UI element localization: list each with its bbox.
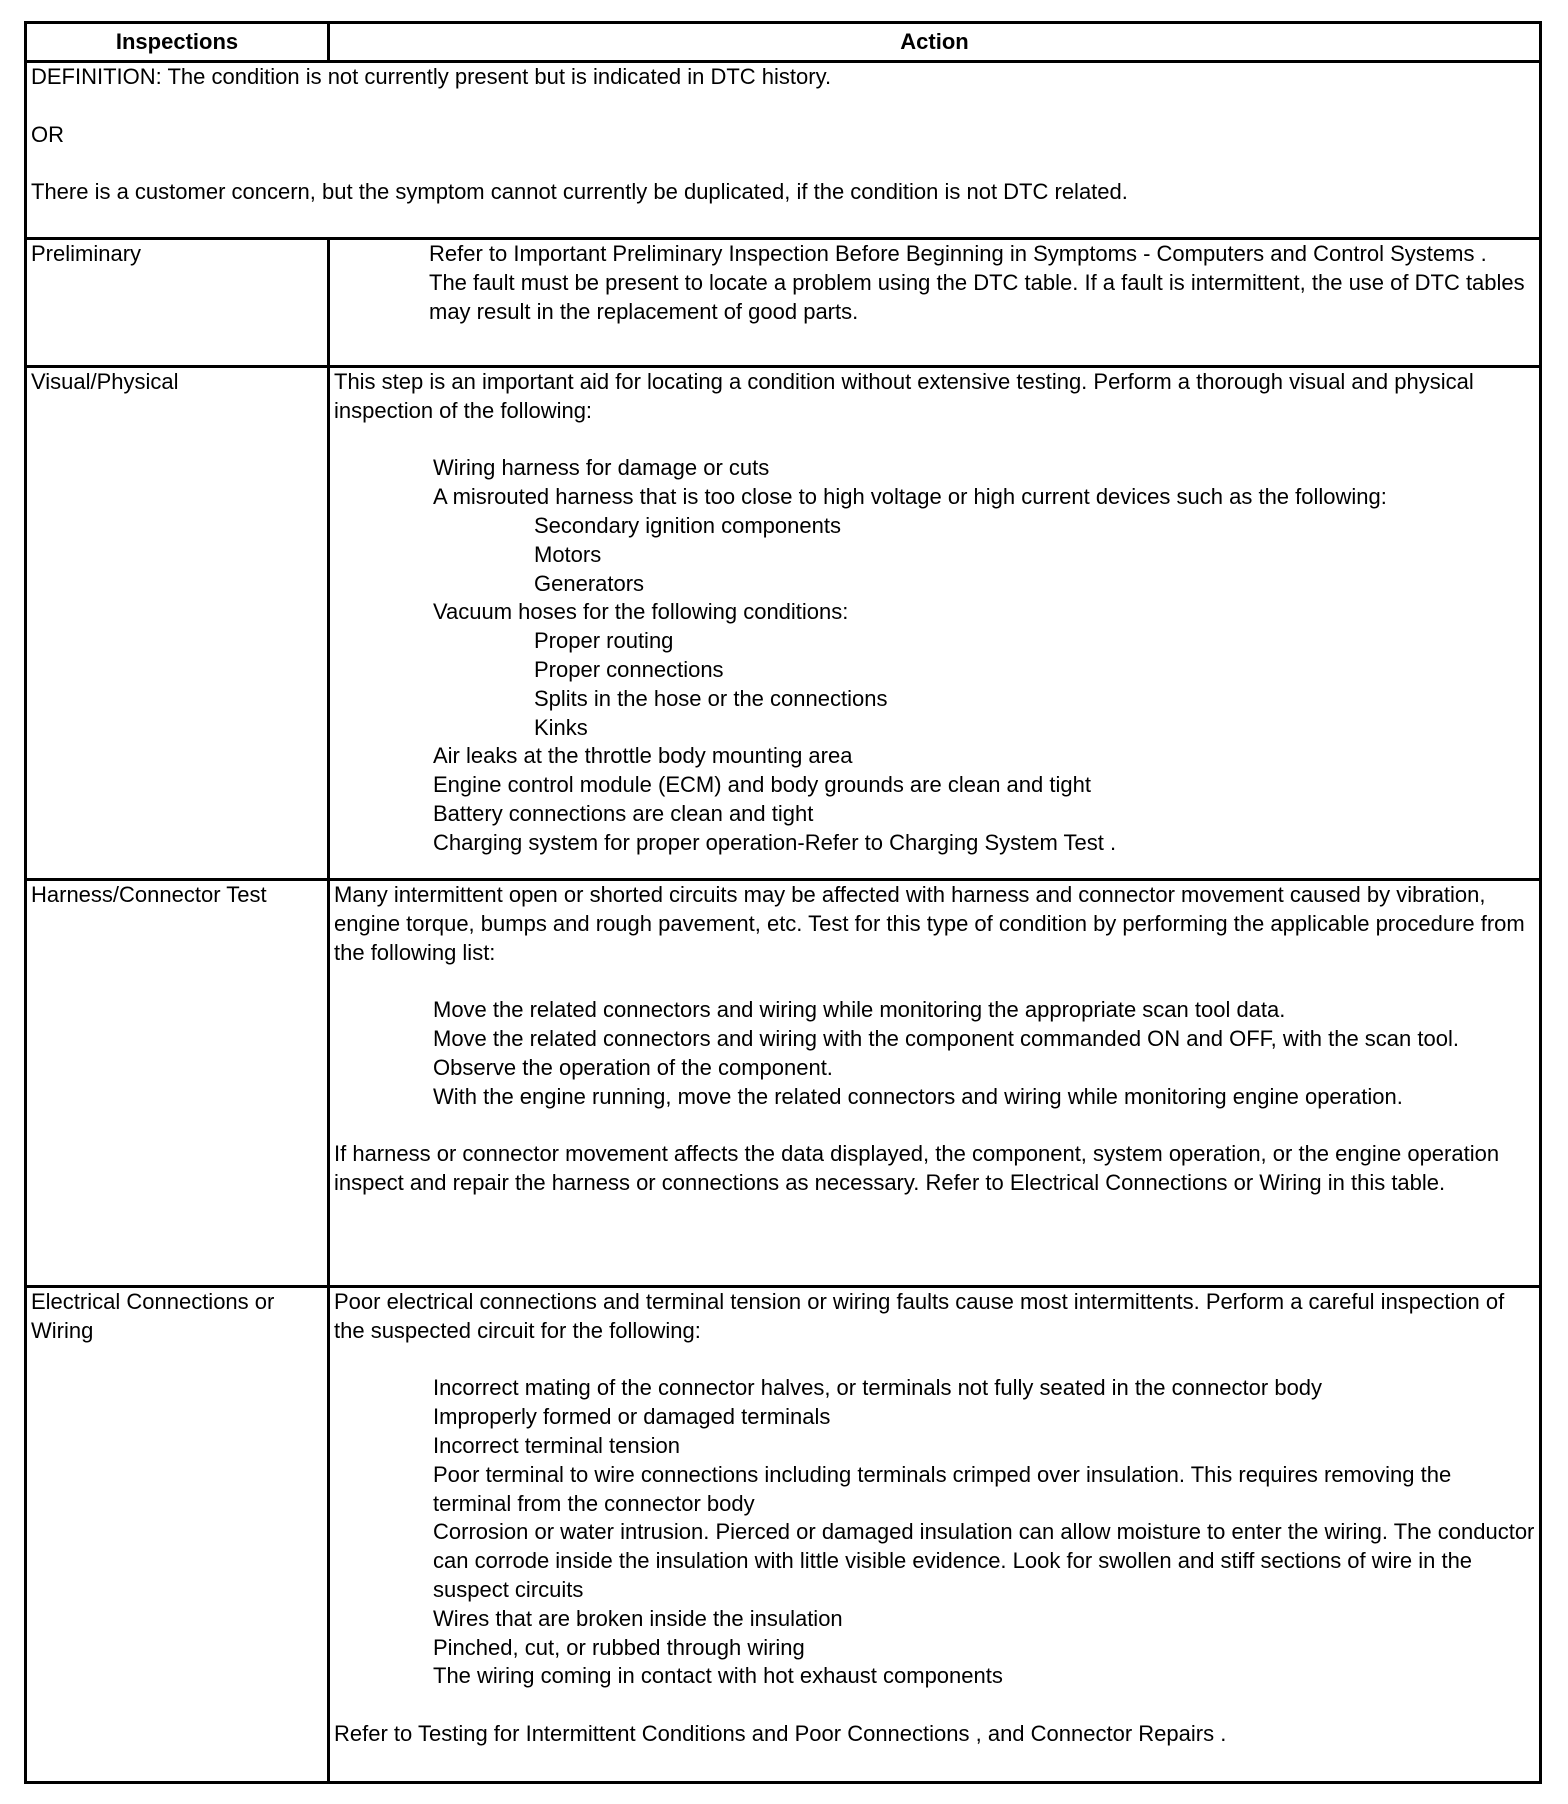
header-row [26,23,1541,62]
list-item: Move the related connectors and wiring while monitoring the appropriate scan tool data. [433,997,1286,1023]
definition-cell [26,62,1541,239]
list-item: Incorrect terminal tension [433,1432,680,1458]
list-item: The wiring coming in contact with hot exhaust components [433,1663,1003,1689]
definition-text: DEFINITION: The condition is not currently present but is indicated in DTC history. [31,64,832,89]
list-item: Pinched, cut, or rubbed through wiring [433,1634,805,1660]
inspections-table [24,21,1542,1784]
table-row-preliminary [26,239,1541,367]
list-item: Wires that are broken inside the insulation [433,1605,843,1631]
inspection-cell: Harness/Connector Test [26,880,329,1287]
table-row-electrical-connections [26,1287,1541,1783]
sub-list-item: Proper connections [534,656,724,682]
action-line: The fault must be present to locate a problem using the DTC table. If a fault is intermittent, the use of DTC tables may result in the replacement of good parts. [429,269,1525,324]
header-inspections: Inspections [26,23,329,62]
inspection-cell: Preliminary [26,239,329,367]
list-item: Incorrect mating of the connector halves, or terminals not fully seated in the connector body [433,1375,1323,1401]
action-outro: Refer to Testing for Intermittent Conditions and Poor Connections , and Connector Repairs . [334,1720,1227,1746]
inspection-cell: Electrical Connections or Wiring [26,1287,329,1783]
inspection-cell: Visual/Physical [26,367,329,880]
sub-list-item: Generators [534,570,645,596]
table-row-harness-connector-test [26,880,1541,1287]
sub-list-item: Kinks [534,714,588,740]
list-item: Improperly formed or damaged terminals [433,1404,831,1430]
list-item: Move the related connectors and wiring with the component commanded ON and OFF, with the scan tool. Observe the operation of the component. [433,1025,1459,1080]
action-intro: This step is an important aid for locating a condition without extensive testing. Perform a thorough visual and physical inspection of the following: [334,369,1474,423]
list-item: Vacuum hoses for the following conditions: [433,599,849,625]
definition-or: OR [31,121,64,147]
sub-list-item: Secondary ignition components [534,512,841,538]
action-cell [329,1287,1541,1783]
action-cell [329,880,1541,1287]
action-line: Refer to Important Preliminary Inspection Before Beginning in Symptoms - Computers and Control Systems . [429,241,1487,266]
sub-list-item: Proper routing [534,628,674,654]
list-item: Poor terminal to wire connections including terminals crimped over insulation. This requires removing the terminal from the connector body [433,1461,1452,1516]
list-item: Air leaks at the throttle body mounting area [433,743,853,769]
header-action: Action [329,23,1541,62]
definition-row [26,62,1541,239]
list-item: Corrosion or water intrusion. Pierced or damaged insulation can allow moisture to enter the wiring. The conductor can corrode inside the insulation with little visible evidence. Look for swollen and stiff sections of wire in the suspect circuits [433,1519,1535,1602]
action-intro: Many intermittent open or shorted circuits may be affected with harness and connector movement caused by vibration, engine torque, bumps and rough pavement, etc. Test for this type of condition by performing the applicable procedure from the following list: [334,882,1525,965]
list-item: Wiring harness for damage or cuts [433,455,770,481]
table-row-visual-physical [26,367,1541,880]
definition-text-2: There is a customer concern, but the symptom cannot currently be duplicated, if the condition is not DTC related. [31,179,1128,205]
action-cell [329,239,1541,367]
sub-list-item: Splits in the hose or the connections [534,685,888,711]
action-intro: Poor electrical connections and terminal tension or wiring faults cause most intermittents. Perform a careful inspection of the suspected circuit for the following: [334,1289,1505,1343]
list-item: Battery connections are clean and tight [433,800,814,826]
list-item: Engine control module (ECM) and body grounds are clean and tight [433,772,1091,798]
list-item: A misrouted harness that is too close to high voltage or high current devices such as the following: [433,484,1387,510]
action-cell [329,367,1541,880]
list-item: Charging system for proper operation-Refer to Charging System Test . [433,829,1117,855]
sub-list-item: Motors [534,541,602,567]
list-item: With the engine running, move the related connectors and wiring while monitoring engine operation. [433,1083,1403,1109]
action-outro: If harness or connector movement affects the data displayed, the component, system operation, or the engine operation inspect and repair the harness or connections as necessary. Refer to Electrical Connections or Wiring in this table. [334,1141,1500,1195]
